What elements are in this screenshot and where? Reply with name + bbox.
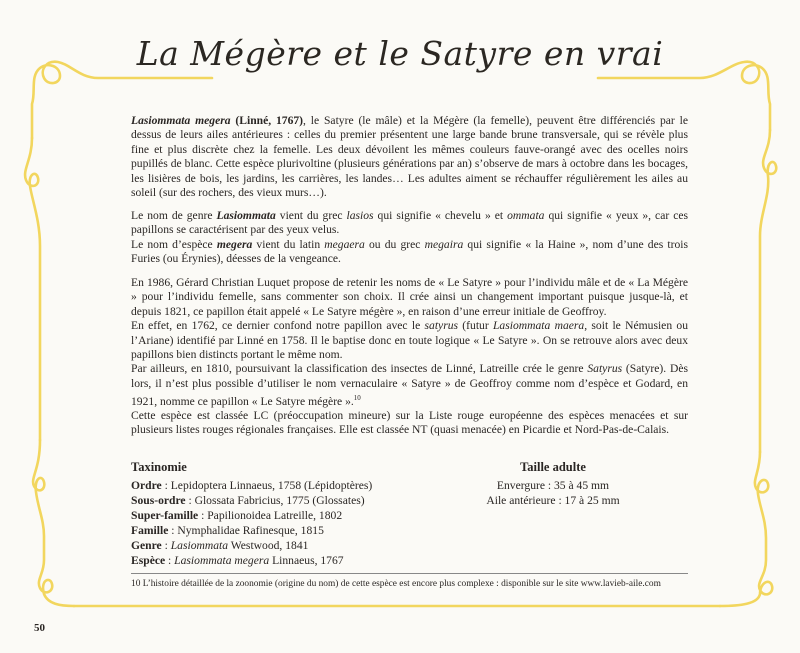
page-number: 50 (34, 622, 45, 634)
species-name: Lasiommata megera (131, 114, 231, 127)
taxonomy-row: Super-famille : Papilionoidea Latreille, 1802 (131, 509, 343, 522)
taxonomy-row: Sous-ordre : Glossata Fabricius, 1775 (Glossates) (131, 494, 365, 507)
forewing-length: Aile antérieure : 17 à 25 mm (486, 494, 620, 507)
footnote-divider (131, 573, 688, 574)
history-paragraph: En 1986, Gérard Christian Luquet propose de retenir les noms de « Le Satyre » pour l’individu mâle et de « La Mégère » pour l’individu femelle, sans commenter son choix. Il crée ainsi un changement important puisque jusque-là, et depuis 1821, ce papillon était appelé « Le Satyre mégère », en raison d’une erreur initiale de Geoffroy. En effet, en 1762, ce dernier confond notre papillon avec le satyrus (futur Lasiommata maera, soit le Némusien ou l’Ariane) identifié par Linné en 1758. Il le baptise donc en toute logique « Le Satyre ». On se retrouve alors avec deux papillons bien distincts portant le même nom. Par ailleurs, en 1810, poursuivant la classification des insectes de Linné, Latreille crée le genre Satyrus (Satyre). Dès lors, il n’est plus possible d’utiliser le nom vernaculaire « Satyre » de Geoffroy comme nom d’espèce et Godard, en 1921, nomme ce papillon « Le Satyre mégère ».$^{10}$ (131, 276, 688, 409)
footnote: 10 L’histoire détaillée de la zoonomie (origine du nom) de cette espèce est encore plus complexe : disponible sur le site www.lavieb-aile.com (131, 579, 661, 589)
intro-paragraph (131, 114, 688, 213)
taxonomy-row: Espèce : Lasiommata megera Linnaeus, 1767 (131, 554, 344, 567)
taxonomy-block (131, 460, 372, 568)
status-paragraph: Cette espèce est classée LC (préoccupation mineure) sur la Liste rouge européenne des espèces menacées et sur plusieurs listes rouges régionales françaises. Elle est classée NT (quasi menacée) en Picardie et Nord-Pas-de-Calais. (131, 409, 688, 437)
species-author: (Linné, 1767) (230, 114, 304, 127)
taxonomy-row: Famille : Nymphalidae Rafinesque, 1815 (131, 524, 324, 537)
etymology-paragraph: Le nom de genre Lasiommata vient du grec lasios qui signifie « chevelu » et ommata qui signifie « yeux », car ces papillons se caractérisent par des yeux velus. Le nom d’espèce megera vient du latin megaera ou du grec megaira qui signifie « la Haine », nom d’une des trois Furies (ou Érynies), déesses de la vengeance. (131, 209, 688, 266)
taxonomy-row: Genre : Lasiommata Westwood, 1841 (131, 539, 309, 552)
size-block (458, 460, 648, 508)
size-heading: Taille adulte (520, 460, 586, 474)
footnote-ref: 10 (353, 394, 361, 403)
taxonomy-heading: Taxinomie (131, 460, 187, 474)
page-title: La Mégère et le Satyre en vrai (136, 34, 664, 73)
intro-text: , le Satyre (le mâle) et la Mégère (la femelle), peuvent être différenciés par le dessus de leurs ailes antérieures : celles du premier présentent une large bande brune transversale, qui se révèle plus fine et plus discrète chez la femelle. Les deux dévoilent les mêmes couleurs fauve-orangé avec des ocelles noirs pupillés de blanc. Cette espèce plurivoltine (plusieurs générations par an) s’observe de mars à octobre dans les bocages, les lisières de bois, les jardins, les carrières, les landes… Les adultes aiment se réchauffer régulièrement les ailes au soleil (sur des rochers, des vieux murs…). (131, 114, 688, 200)
taxonomy-row: Ordre : Lepidoptera Linnaeus, 1758 (Lépidoptères) (131, 479, 373, 492)
wingspan: Envergure : 35 à 45 mm (496, 479, 610, 492)
